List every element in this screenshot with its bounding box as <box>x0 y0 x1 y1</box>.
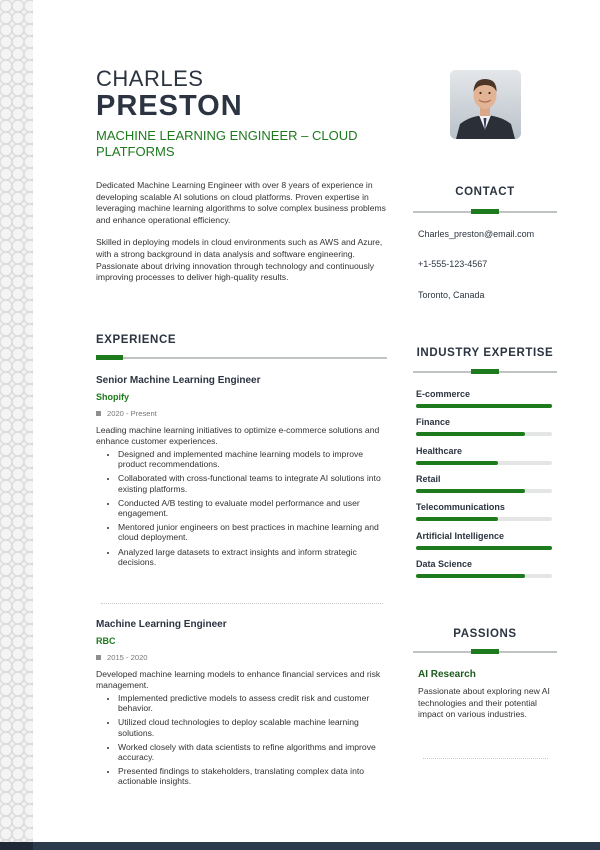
job-dates <box>96 653 391 662</box>
accent-mark <box>96 355 123 360</box>
passion-separator <box>423 758 548 759</box>
expertise-name: Healthcare <box>416 445 463 456</box>
job-bullets <box>96 449 391 567</box>
footer-bar-corner <box>0 842 33 850</box>
expertise-level-bar <box>416 461 552 465</box>
passions-heading: PASSIONS <box>453 628 517 640</box>
accent-mark <box>471 209 499 214</box>
job-dates-text: 2015 - 2020 <box>107 653 148 662</box>
list-item: • Utilized cloud technologies to deploy scalable machine learning solutions. <box>118 717 391 737</box>
expertise-item <box>416 559 552 578</box>
expertise-level-fill <box>416 461 498 465</box>
expertise-level-fill <box>416 432 525 436</box>
list-item: • Conducted A/B testing to evaluate model performance and user engagement. <box>118 498 391 518</box>
job-separator <box>101 603 383 604</box>
expertise-item <box>416 502 552 521</box>
job-description: Developed machine learning models to enhance financial services and risk management. <box>96 669 381 690</box>
job-entry <box>96 375 391 571</box>
expertise-level-bar <box>416 546 552 550</box>
contact-phone[interactable]: +1-555-123-4567 <box>418 259 488 269</box>
experience-heading: EXPERIENCE <box>96 334 177 346</box>
expertise-level-bar <box>416 517 552 521</box>
passions-divider <box>413 651 557 653</box>
profile-summary <box>96 180 391 295</box>
contact-divider <box>413 211 557 213</box>
expertise-level-bar <box>416 432 552 436</box>
expertise-heading: INDUSTRY EXPERTISE <box>416 347 554 359</box>
job-title: MACHINE LEARNING ENGINEER – CLOUD PLATFORMS <box>96 128 358 159</box>
job-role: Senior Machine Learning Engineer <box>96 375 261 386</box>
expertise-item <box>416 474 552 493</box>
list-item: • Implemented predictive models to assess credit risk and customer behavior. <box>118 693 391 713</box>
expertise-level-fill <box>416 574 525 578</box>
expertise-name: Artificial Intelligence <box>416 530 505 541</box>
expertise-level-bar <box>416 574 552 578</box>
expertise-level-fill <box>416 404 552 408</box>
expertise-name: E-commerce <box>416 389 471 399</box>
expertise-name: Data Science <box>416 558 473 569</box>
decorative-pattern-strip <box>0 0 33 850</box>
job-company: Shopify <box>96 392 129 402</box>
accent-mark <box>471 649 499 654</box>
list-item: • Presented findings to stakeholders, translating complex data into actionable insights. <box>118 766 391 786</box>
expertise-item <box>416 531 552 550</box>
calendar-icon <box>96 411 101 416</box>
list-item: • Designed and implemented machine learning models to improve product recommendations. <box>118 449 391 469</box>
list-item: • Analyzed large datasets to extract insights and inform strategic decisions. <box>118 547 391 567</box>
summary-paragraph: Dedicated Machine Learning Engineer with over 8 years of experience in developing scalable AI solutions on cloud platforms. Proven expertise in leveraging machine learning algorithms to solve complex business problems and enhance operational efficiency. <box>96 180 386 225</box>
summary-paragraph: Skilled in deploying models in cloud environments such as AWS and Azure, with a strong background in data analysis and software engineering. Passionate about driving innovation through technology and continuously improving processes to deliver high-quality results. <box>96 237 383 283</box>
list-item: • Worked closely with data scientists to refine algorithms and improve accuracy. <box>118 742 391 762</box>
expertise-divider <box>413 371 557 373</box>
first-name: CHARLES <box>96 66 204 91</box>
passion-description: Passionate about exploring new AI technologies and their potential impact on various industries. <box>418 686 550 719</box>
expertise-name: Finance <box>416 417 451 428</box>
passion-title: AI Research <box>418 669 476 680</box>
contact-email[interactable]: Charles_preston@email.com <box>418 229 535 239</box>
expertise-level-bar <box>416 404 552 408</box>
expertise-level-bar <box>416 489 552 493</box>
expertise-level-fill <box>416 546 552 550</box>
job-entry <box>96 619 391 791</box>
expertise-name: Retail <box>416 473 441 484</box>
calendar-icon <box>96 655 101 660</box>
job-dates-text: 2020 - Present <box>107 409 157 418</box>
expertise-level-fill <box>416 489 525 493</box>
list-item: • Mentored junior engineers on best practices in machine learning and cloud deployment. <box>118 522 391 542</box>
expertise-name: Telecommunications <box>416 502 505 513</box>
expertise-item <box>416 389 552 408</box>
list-item: • Collaborated with cross-functional teams to integrate AI solutions into existing platforms. <box>118 473 391 493</box>
job-bullets <box>96 693 391 787</box>
experience-divider <box>96 357 387 359</box>
job-dates <box>96 409 391 418</box>
last-name: PRESTON <box>96 90 243 122</box>
person-portrait-icon <box>450 70 521 139</box>
expertise-item <box>416 446 552 465</box>
expertise-level-fill <box>416 517 498 521</box>
expertise-item <box>416 417 552 436</box>
profile-photo <box>450 70 521 139</box>
job-description: Leading machine learning initiatives to optimize e-commerce solutions and enhance customer experiences. <box>96 425 380 446</box>
contact-location: Toronto, Canada <box>418 290 485 300</box>
job-role: Machine Learning Engineer <box>96 619 227 630</box>
contact-heading: CONTACT <box>455 186 515 198</box>
footer-bar <box>0 842 600 850</box>
accent-mark <box>471 369 499 374</box>
job-company: RBC <box>96 636 116 646</box>
